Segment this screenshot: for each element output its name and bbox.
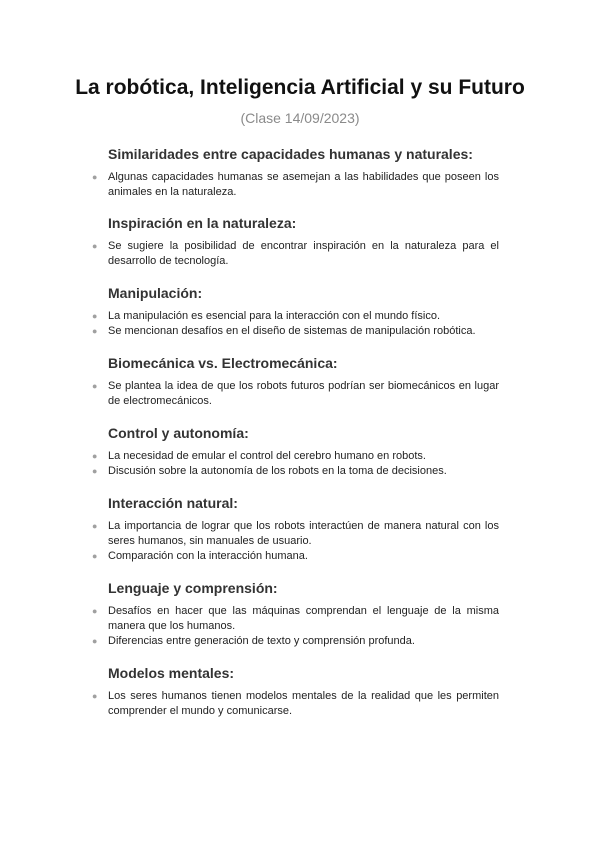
bullet-icon: ●	[92, 381, 98, 391]
list-item	[0, 239, 499, 269]
list-item	[0, 464, 499, 479]
list-item-text: Algunas capacidades humanas se asemejan a las habilidades que poseen los animales en la naturaleza.	[108, 171, 499, 198]
list-item-text: La necesidad de emular el control del cerebro humano en robots.	[108, 450, 426, 462]
list-item	[0, 549, 499, 564]
list-item-text: Comparación con la interacción humana.	[108, 550, 308, 562]
bullet-icon: ●	[92, 636, 98, 646]
list-item	[0, 634, 499, 649]
bullet-icon: ●	[92, 172, 98, 182]
list-item-text: Diferencias entre generación de texto y comprensión profunda.	[108, 635, 415, 647]
section-heading: Control y autonomía:	[108, 425, 249, 441]
bullet-icon: ●	[92, 311, 98, 321]
list-item-text: Se mencionan desafíos en el diseño de sistemas de manipulación robótica.	[108, 325, 476, 337]
section-heading: Interacción natural:	[108, 495, 238, 511]
bullet-icon: ●	[92, 241, 98, 251]
list-item	[0, 324, 499, 339]
bullet-icon: ●	[92, 551, 98, 561]
list-item-text: Se sugiere la posibilidad de encontrar inspiración en la naturaleza para el desarrollo de tecnología.	[108, 240, 499, 267]
list-item-text: La manipulación es esencial para la interacción con el mundo físico.	[108, 310, 441, 322]
bullet-list	[0, 604, 600, 649]
bullet-icon: ●	[92, 466, 98, 476]
bullet-list	[0, 689, 600, 719]
bullet-list	[0, 170, 600, 200]
list-item	[0, 604, 499, 634]
list-item-text: Desafíos en hacer que las máquinas comprendan el lenguaje de la misma manera que los humanos.	[108, 605, 499, 632]
document-title: La robótica, Inteligencia Artificial y su Futuro	[75, 76, 525, 99]
bullet-list	[0, 449, 600, 479]
section-heading: Biomecánica vs. Electromecánica:	[108, 355, 338, 371]
bullet-icon: ●	[92, 691, 98, 701]
list-item	[0, 379, 499, 409]
bullet-list	[0, 309, 600, 339]
bullet-icon: ●	[92, 521, 98, 531]
document-subtitle: (Clase 14/09/2023)	[240, 110, 360, 126]
section-heading: Similaridades entre capacidades humanas y naturales:	[108, 146, 473, 162]
list-item	[0, 309, 499, 324]
list-item-text: Los seres humanos tienen modelos mentales de la realidad que les permiten comprender el mundo y comunicarse.	[108, 690, 499, 717]
list-item-text: Discusión sobre la autonomía de los robots en la toma de decisiones.	[108, 465, 447, 477]
bullet-icon: ●	[92, 326, 98, 336]
bullet-icon: ●	[92, 606, 98, 616]
list-item-text: La importancia de lograr que los robots interactúen de manera natural con los seres humanos, sin manuales de usuario.	[108, 520, 499, 547]
list-item-text: Se plantea la idea de que los robots futuros podrían ser biomecánicos en lugar de electromecánicos.	[108, 380, 499, 407]
section-heading: Lenguaje y comprensión:	[108, 580, 278, 596]
section-heading: Modelos mentales:	[108, 665, 235, 681]
list-item	[0, 449, 499, 464]
list-item	[0, 519, 499, 549]
list-item	[0, 170, 499, 200]
bullet-list	[0, 519, 600, 564]
bullet-icon: ●	[92, 451, 98, 461]
list-item	[0, 689, 499, 719]
section-heading: Manipulación:	[108, 285, 203, 301]
bullet-list	[0, 239, 600, 269]
section-heading: Inspiración en la naturaleza:	[108, 215, 297, 231]
bullet-list	[0, 379, 600, 409]
